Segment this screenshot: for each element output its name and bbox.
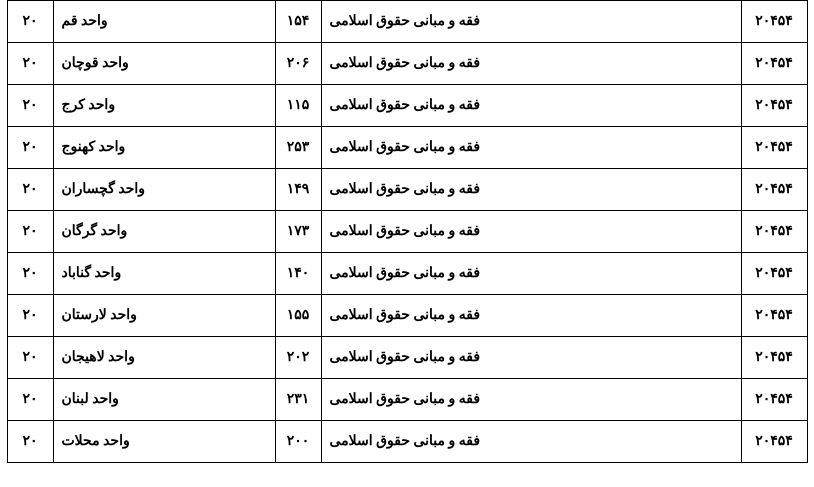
cell-program-title: فقه و مبانی حقوق اسلامی (321, 211, 741, 253)
cell-unit-name: واحد کهنوج (53, 127, 275, 169)
table-row (7, 127, 807, 169)
cell-program-code: ۲۰۴۵۴ (741, 421, 807, 463)
cell-credit-count: ۲۰ (7, 295, 53, 337)
cell-credit-count: ۲۰ (7, 211, 53, 253)
cell-unit-number: ۲۰۲ (275, 337, 321, 379)
table-row (7, 295, 807, 337)
table-body (7, 1, 807, 463)
cell-credit-count: ۲۰ (7, 43, 53, 85)
cell-unit-name: واحد کرج (53, 85, 275, 127)
cell-unit-number: ۱۵۴ (275, 1, 321, 43)
table-row (7, 253, 807, 295)
cell-program-code: ۲۰۴۵۴ (741, 43, 807, 85)
cell-program-title: فقه و مبانی حقوق اسلامی (321, 85, 741, 127)
cell-program-code: ۲۰۴۵۴ (741, 211, 807, 253)
programs-table (7, 0, 808, 463)
cell-unit-number: ۲۰۶ (275, 43, 321, 85)
table-row (7, 421, 807, 463)
table-row (7, 337, 807, 379)
cell-credit-count: ۲۰ (7, 1, 53, 43)
cell-credit-count: ۲۰ (7, 85, 53, 127)
cell-unit-number: ۲۰۰ (275, 421, 321, 463)
cell-unit-number: ۱۱۵ (275, 85, 321, 127)
table-row (7, 43, 807, 85)
table-row (7, 85, 807, 127)
cell-unit-name: واحد گرگان (53, 211, 275, 253)
cell-program-title: فقه و مبانی حقوق اسلامی (321, 421, 741, 463)
cell-unit-number: ۲۳۱ (275, 379, 321, 421)
cell-program-code: ۲۰۴۵۴ (741, 337, 807, 379)
cell-unit-name: واحد لاهیجان (53, 337, 275, 379)
table-row (7, 211, 807, 253)
cell-unit-name: واحد قم (53, 1, 275, 43)
cell-unit-number: ۱۷۳ (275, 211, 321, 253)
cell-unit-number: ۲۵۳ (275, 127, 321, 169)
table-row (7, 379, 807, 421)
cell-unit-name: واحد گناباد (53, 253, 275, 295)
cell-unit-number: ۱۴۰ (275, 253, 321, 295)
table-row (7, 169, 807, 211)
cell-unit-name: واحد لبنان (53, 379, 275, 421)
cell-program-title: فقه و مبانی حقوق اسلامی (321, 43, 741, 85)
cell-program-code: ۲۰۴۵۴ (741, 127, 807, 169)
cell-program-title: فقه و مبانی حقوق اسلامی (321, 253, 741, 295)
cell-credit-count: ۲۰ (7, 169, 53, 211)
cell-credit-count: ۲۰ (7, 337, 53, 379)
cell-credit-count: ۲۰ (7, 127, 53, 169)
cell-program-code: ۲۰۴۵۴ (741, 253, 807, 295)
cell-program-title: فقه و مبانی حقوق اسلامی (321, 169, 741, 211)
cell-program-title: فقه و مبانی حقوق اسلامی (321, 379, 741, 421)
cell-credit-count: ۲۰ (7, 421, 53, 463)
cell-program-code: ۲۰۴۵۴ (741, 1, 807, 43)
cell-unit-name: واحد لارستان (53, 295, 275, 337)
cell-unit-name: واحد محلات (53, 421, 275, 463)
cell-credit-count: ۲۰ (7, 379, 53, 421)
cell-unit-name: واحد گچساران (53, 169, 275, 211)
cell-unit-name: واحد قوچان (53, 43, 275, 85)
cell-program-title: فقه و مبانی حقوق اسلامی (321, 1, 741, 43)
table-row (7, 1, 807, 43)
cell-program-code: ۲۰۴۵۴ (741, 379, 807, 421)
cell-unit-number: ۱۴۹ (275, 169, 321, 211)
cell-program-code: ۲۰۴۵۴ (741, 295, 807, 337)
cell-program-title: فقه و مبانی حقوق اسلامی (321, 337, 741, 379)
cell-program-title: فقه و مبانی حقوق اسلامی (321, 127, 741, 169)
cell-credit-count: ۲۰ (7, 253, 53, 295)
cell-program-code: ۲۰۴۵۴ (741, 85, 807, 127)
cell-program-code: ۲۰۴۵۴ (741, 169, 807, 211)
cell-program-title: فقه و مبانی حقوق اسلامی (321, 295, 741, 337)
cell-unit-number: ۱۵۵ (275, 295, 321, 337)
